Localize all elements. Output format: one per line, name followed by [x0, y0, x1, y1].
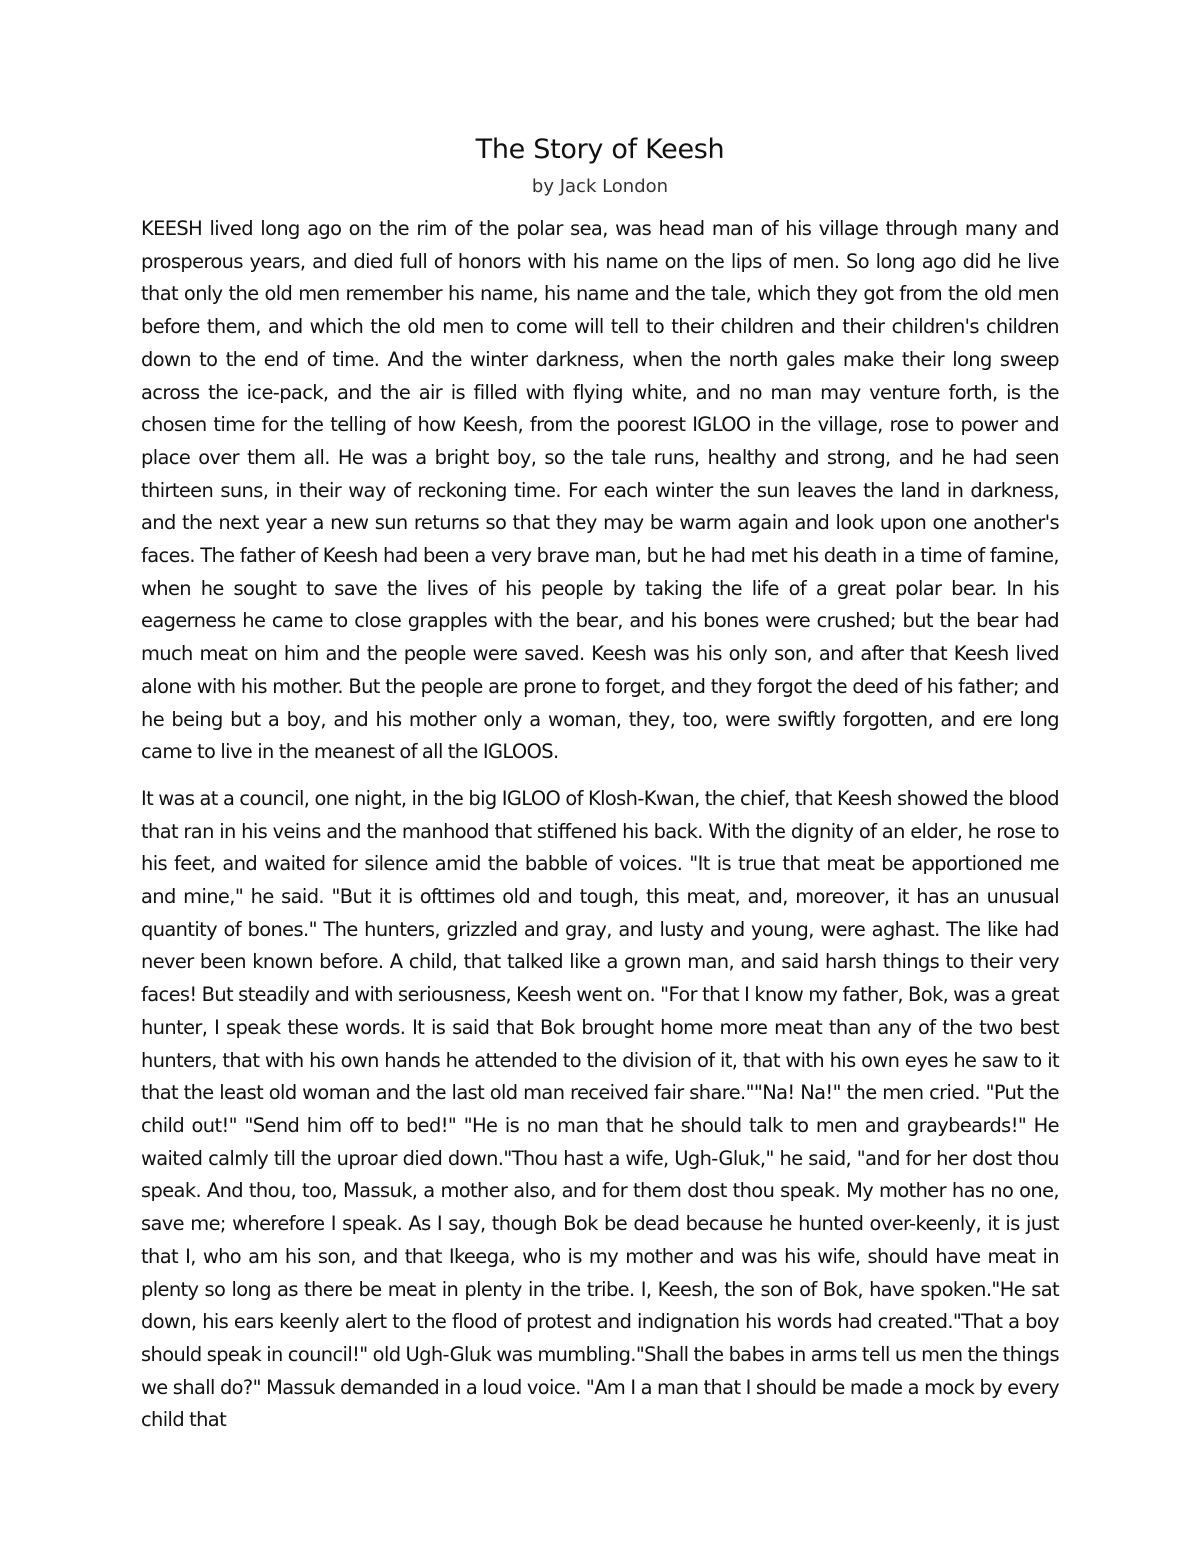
document-body — [141, 213, 1059, 1451]
document-byline: by Jack London — [531, 176, 669, 197]
paragraph: KEESH lived long ago on the rim of the polar sea, was head man of his village through many and prosperous years, and died full of honors with his name on the lips of men. So long ago did he live that only the old men remember his name, his name and the tale, which they got from the old men before them, and which the old men to come will tell to their children and their children's children down to the end of time. And the winter darkness, when the north gales make their long sweep across the ice-pack, and the air is filled with flying white, and no man may venture forth, is the chosen time for the telling of how Keesh, from the poorest IGLOO in the village, rose to power and place over them all. He was a bright boy, so the tale runs, healthy and strong, and he had seen thirteen suns, in their way of reckoning time. For each winter the sun leaves the land in darkness, and the next year a new sun returns so that they may be warm again and look upon one another's faces. The father of Keesh had been a very brave man, but he had met his death in a time of famine, when he sought to save the lives of his people by taking the life of a great polar bear. In his eagerness he came to close grapples with the bear, and his bones were crushed; but the bear had much meat on him and the people were saved. Keesh was his only son, and after that Keesh lived alone with his mother. But the people are prone to forget, and they forgot the deed of his father; and he being but a boy, and his mother only a woman, they, too, were swiftly forgotten, and ere long came to live in the meanest of all the IGLOOS. — [141, 217, 1059, 764]
document-title: The Story of Keesh — [475, 134, 725, 165]
paragraph: It was at a council, one night, in the big IGLOO of Klosh-Kwan, the chief, that Keesh showed the blood that ran in his veins and the manhood that stiffened his back. With the dignity of an elder, he rose to his feet, and waited for silence amid the babble of voices. "It is true that meat be apportioned me and mine," he said. "But it is ofttimes old and tough, this meat, and, moreover, it has an unusual quantity of bones." The hunters, grizzled and gray, and lusty and young, were aghast. The like had never been known before. A child, that talked like a grown man, and said harsh things to their very faces! But steadily and with seriousness, Keesh went on. "For that I know my father, Bok, was a great hunter, I speak these words. It is said that Bok brought home more meat than any of the two best hunters, that with his own hands he attended to the division of it, that with his own eyes he saw to it that the least old woman and the last old man received fair share.""Na! Na!" the men cried. "Put the child out!" "Send him off to bed!" "He is no man that he should talk to men and graybeards!" He waited calmly till the uproar died down."Thou hast a wife, Ugh-Gluk," he said, "and for her dost thou speak. And thou, too, Massuk, a mother also, and for them dost thou speak. My mother has no one, save me; wherefore I speak. As I say, though Bok be dead because he hunted over-keenly, it is just that I, who am his son, and that Ikeega, who is my mother and was his wife, should have meat in plenty so long as there be meat in plenty in the tribe. I, Keesh, the son of Bok, have spoken."He sat down, his ears keenly alert to the flood of protest and indignation his words had created."That a boy should speak in council!" old Ugh-Gluk was mumbling."Shall the babes in arms tell us men the things we shall do?" Massuk demanded in a loud voice. "Am I a man that I should be made a mock by every child that — [141, 786, 1059, 1432]
